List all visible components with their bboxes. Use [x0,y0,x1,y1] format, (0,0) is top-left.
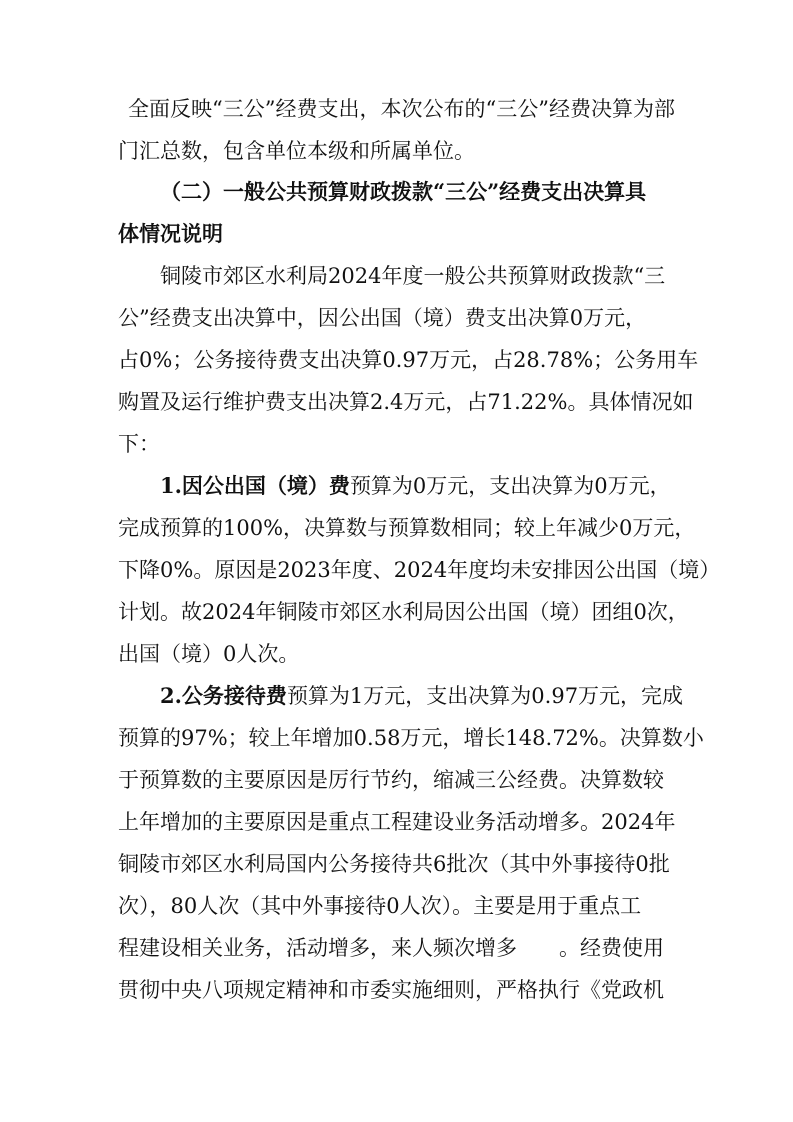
item1-text: 预算为0万元，支出决算为0万元， [349,474,671,498]
intro-line-1 [0,93,793,125]
item2-text: 程建设相关业务，活动增多，来人频次增多 。经费使用 [118,936,664,960]
summary-line-2 [0,302,793,334]
item1-text: 完成预算的100%，决算数与预算数相同；较上年减少0万元， [118,516,696,540]
item1-line-4 [0,596,793,628]
item1-line-1 [0,470,793,502]
item2-line-7 [0,932,793,964]
item1-line-5 [0,638,793,670]
intro-line-2 [0,135,793,167]
summary-line-1 [0,260,793,292]
item2-line-3 [0,764,793,796]
item1-line-3 [0,554,793,586]
section-heading: （二）一般公共预算财政拨款“三公”经费支出决算具 [160,179,647,204]
summary-text: 占0%；公务接待费支出决算0.97万元，占28.78%；公务用车 [118,348,699,372]
item2-text: 贯彻中央八项规定精神和市委实施细则，严格执行《党政机 [118,978,664,1002]
item2-text: 铜陵市郊区水利局国内公务接待共6批次（其中外事接待0批 [118,852,670,876]
item2-line-4 [0,806,793,838]
intro-text: 门汇总数，包含单位本级和所属单位。 [118,139,475,163]
item2-text: 次），80人次（其中外事接待0人次）。主要是用于重点工 [118,894,642,918]
item2-line-1 [0,680,793,712]
summary-line-3 [0,344,793,376]
item1-text: 下降0%。原因是2023年度、2024年度均未安排因公出国（境） [118,558,721,582]
summary-text: 公”经费支出决算中，因公出国（境）费支出决算0万元， [118,306,647,330]
item1-text: 计划。故2024年铜陵市郊区水利局因公出国（境）团组0次， [118,600,689,624]
item2-text: 预算为1万元，支出决算为0.97万元，完成 [286,684,684,708]
item2-text: 预算的97%；较上年增加0.58万元，增长148.72%。决算数小 [118,726,704,750]
item1-line-2 [0,512,793,544]
section-heading-line-2 [0,218,793,250]
summary-line-4 [0,386,793,418]
item1-text: 出国（境）0人次。 [118,642,300,666]
item2-line-5 [0,848,793,880]
item2-text: 于预算数的主要原因是厉行节约，缩减三公经费。决算数较 [118,768,664,792]
item2-line-2 [0,722,793,754]
item2-line-8 [0,974,793,1006]
summary-line-5 [0,428,793,460]
summary-text: 下： [118,432,160,456]
section-heading-line-1 [0,176,793,208]
section-heading: 体情况说明 [118,221,223,246]
item2-lead: 2.公务接待费 [160,683,287,708]
item1-lead: 1.因公出国（境）费 [160,473,350,498]
intro-text: 全面反映“三公”经费支出，本次公布的“三公”经费决算为部 [128,97,675,121]
item2-text: 上年增加的主要原因是重点工程建设业务活动增多。2024年 [118,810,676,834]
summary-text: 铜陵市郊区水利局2024年度一般公共预算财政拨款“三 [160,264,666,288]
item2-line-6 [0,890,793,922]
summary-text: 购置及运行维护费支出决算2.4万元，占71.22%。具体情况如 [118,390,694,414]
